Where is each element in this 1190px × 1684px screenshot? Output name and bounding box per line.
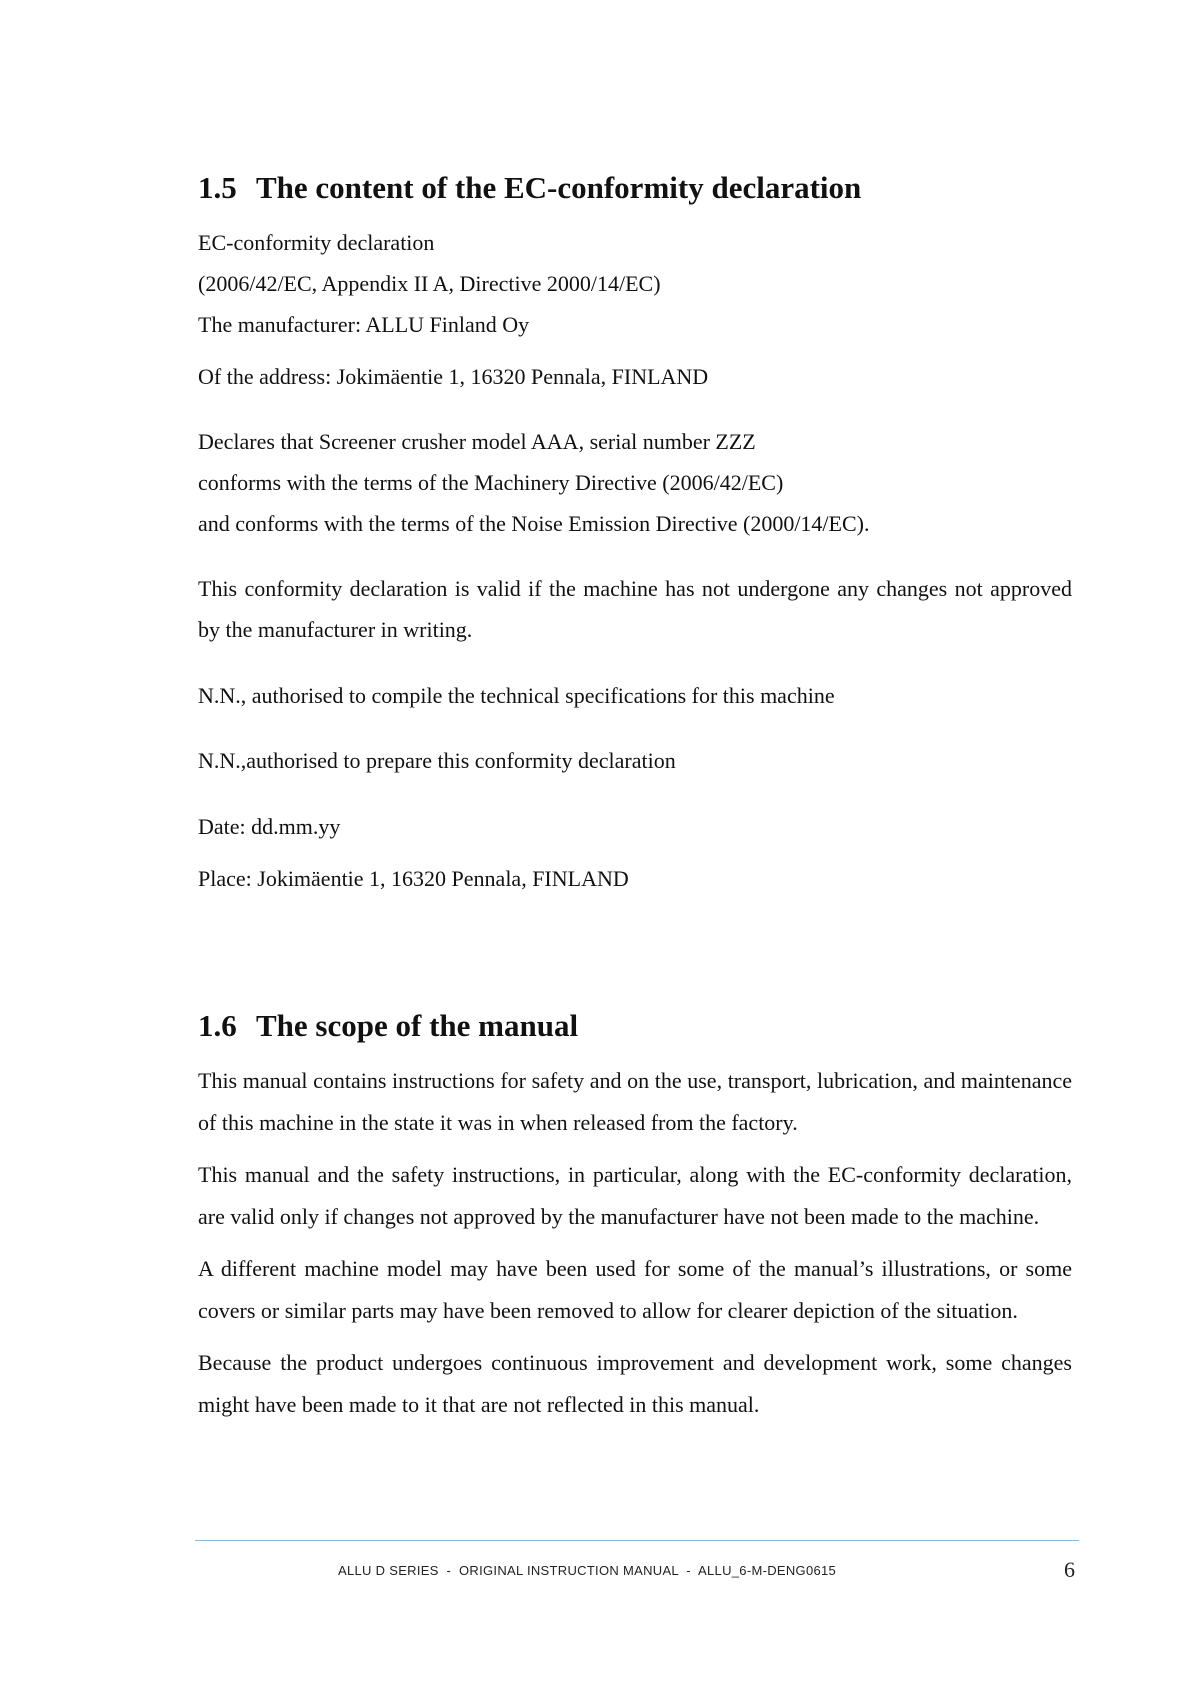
- place-line: Place: Jokimäentie 1, 16320 Pennala, FINLAND: [198, 866, 629, 891]
- compile-line: N.N., authorised to compile the technical specifications for this machine: [198, 682, 835, 708]
- declaration-line: The manufacturer: ALLU Finland Oy: [198, 312, 530, 337]
- section-heading: [198, 166, 1072, 210]
- section-heading: [198, 1004, 1072, 1048]
- scope-paragraph: A different machine model may have been used for some of the manual’s illustrations, or some covers or similar parts may have been removed to allow for clearer depiction of the situation.: [198, 1256, 1072, 1323]
- scope-paragraph: Because the product undergoes continuous improvement and development work, some changes might have been made to it that are not reflected in this manual.: [198, 1350, 1072, 1417]
- section-number: 1.6: [198, 1008, 237, 1043]
- footer-divider: [195, 1540, 1079, 1541]
- declares-block: [198, 421, 1072, 544]
- scope-paragraph: This manual contains instructions for safety and on the use, transport, lubrication, and maintenance of this machine in the state it was in when released from the factory.: [198, 1068, 1072, 1135]
- declares-line: and conforms with the terms of the Noise Emission Directive (2000/14/EC).: [198, 510, 870, 536]
- prepare-line: N.N.,authorised to prepare this conformity declaration: [198, 748, 676, 773]
- section-1-5: [198, 166, 1072, 900]
- declaration-line: (2006/42/EC, Appendix II A, Directive 2000/14/EC): [198, 271, 661, 296]
- address-line: Of the address: Jokimäentie 1, 16320 Pennala, FINLAND: [198, 364, 709, 389]
- section-title: The content of the EC-conformity declaration: [256, 170, 862, 205]
- scope-paragraph: This manual and the safety instructions, in particular, along with the EC-conformity declaration, are valid only if changes not approved by the manufacturer have not been made to the machine.: [198, 1162, 1072, 1229]
- date-line: Date: dd.mm.yy: [198, 813, 341, 839]
- section-title: The scope of the manual: [256, 1008, 579, 1043]
- validity-paragraph: This conformity declaration is valid if the machine has not undergone any changes not approved by the manufacturer in writing.: [198, 575, 1072, 642]
- section-1-6: [198, 1004, 1072, 1425]
- declares-line: conforms with the terms of the Machinery Directive (2006/42/EC): [198, 469, 784, 495]
- page-number: 6: [1064, 1557, 1075, 1582]
- declares-line: Declares that Screener crusher model AAA, serial number ZZZ: [198, 428, 756, 454]
- declaration-line: EC-conformity declaration: [198, 230, 435, 255]
- footer-text: ALLU D SERIES - ORIGINAL INSTRUCTION MANUAL - ALLU_6-M-DENG0615: [338, 1563, 837, 1578]
- section-number: 1.5: [198, 170, 237, 205]
- declaration-header-block: [198, 222, 1072, 345]
